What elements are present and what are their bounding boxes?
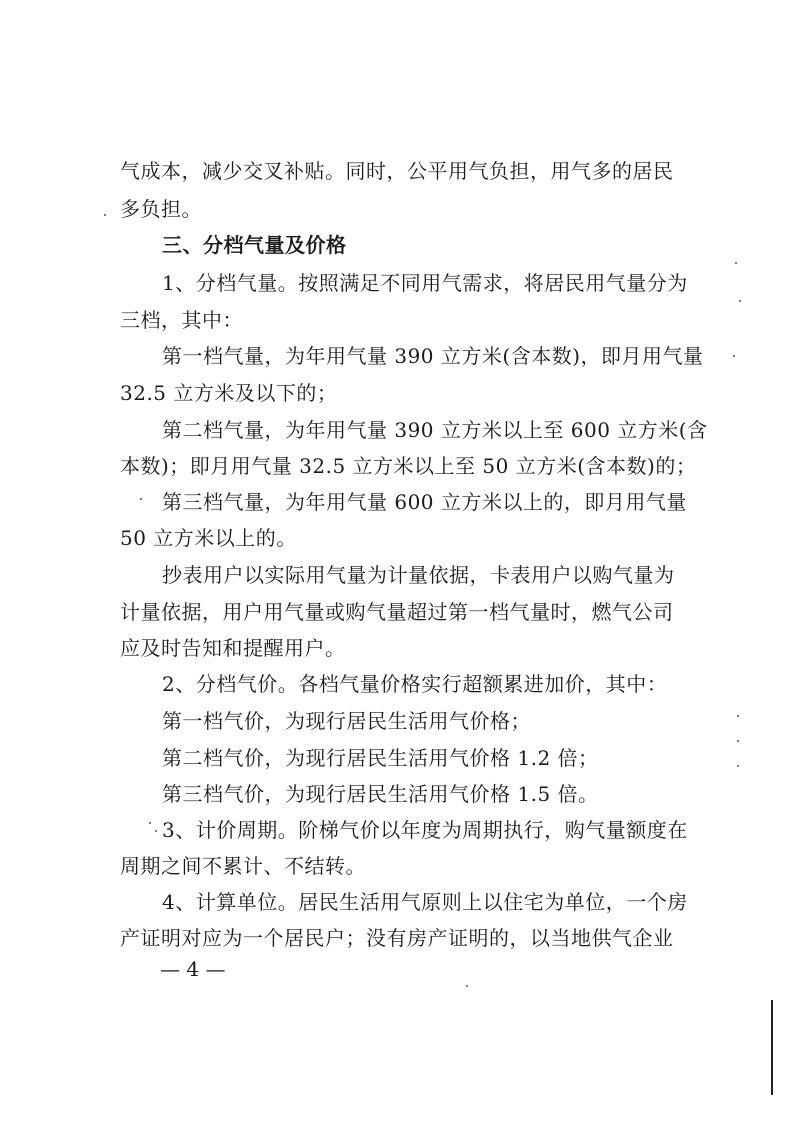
paragraph-line-16: 第一档气价，为现行居民生活用气价格； — [162, 709, 531, 733]
scan-speck — [737, 740, 739, 742]
paragraph-line-22: 产证明对应为一个居民户；没有房产证明的，以当地供气企业 — [120, 926, 674, 950]
scan-speck — [104, 214, 106, 216]
paragraph-line-21: 4、计算单位。居民生活用气原则上以住宅为单位，一个房 — [162, 890, 688, 914]
scan-speck — [739, 300, 741, 302]
paragraph-line-5: 三档，其中： — [120, 308, 243, 332]
paragraph-line-18: 第三档气价，为现行居民生活用气价格 1.5 倍。 — [162, 782, 599, 806]
paragraph-line-7: 32.5 立方米及以下的； — [120, 381, 338, 405]
paragraph-line-10: 第三档气量，为年用气量 600 立方米以上的，即月用气量 — [162, 490, 687, 514]
paragraph-line-20: 周期之间不累计、不结转。 — [120, 854, 366, 878]
section-heading: 三、分档气量及价格 — [162, 233, 347, 257]
paragraph-line-17: 第二档气价，为现行居民生活用气价格 1.2 倍； — [162, 746, 599, 770]
paragraph-line-19: 3、计价周期。阶梯气价以年度为周期执行，购气量额度在 — [162, 818, 688, 842]
paragraph-line-14: 应及时告知和提醒用户。 — [120, 636, 346, 660]
page-number: — 4 — — [160, 957, 226, 981]
paragraph-line-9: 本数)；即月用气量 32.5 立方米以上至 50 立方米(含本数)的； — [120, 454, 697, 478]
scan-speck — [140, 498, 142, 500]
scan-speck — [737, 715, 739, 717]
scan-edge-mark — [771, 1000, 773, 1095]
paragraph-line-8: 第二档气量，为年用气量 390 立方米以上至 600 立方米(含 — [162, 418, 708, 442]
paragraph-line-6: 第一档气量，为年用气量 390 立方米(含本数)，即月用气量 — [162, 344, 704, 368]
paragraph-line-11: 50 立方米以上的。 — [120, 526, 297, 550]
paragraph-line-2: 多负担。 — [120, 197, 202, 221]
scan-speck — [737, 765, 739, 767]
paragraph-line-15: 2、分档气价。各档气量价格实行超额累进加价，其中： — [162, 672, 668, 696]
scan-speck — [735, 262, 737, 264]
scan-speck — [733, 355, 735, 357]
paragraph-line-1: 气成本，减少交叉补贴。同时，公平用气负担，用气多的居民 — [120, 159, 674, 183]
scan-speck — [466, 985, 468, 987]
paragraph-line-12: 抄表用户以实际用气量为计量依据，卡表用户以购气量为 — [162, 563, 675, 587]
scan-speck — [155, 830, 157, 832]
paragraph-line-4: 1、分档气量。按照满足不同用气需求，将居民用气量分为 — [162, 271, 688, 295]
paragraph-line-13: 计量依据，用户用气量或购气量超过第一档气量时，燃气公司 — [120, 600, 674, 624]
scan-speck — [149, 822, 151, 824]
